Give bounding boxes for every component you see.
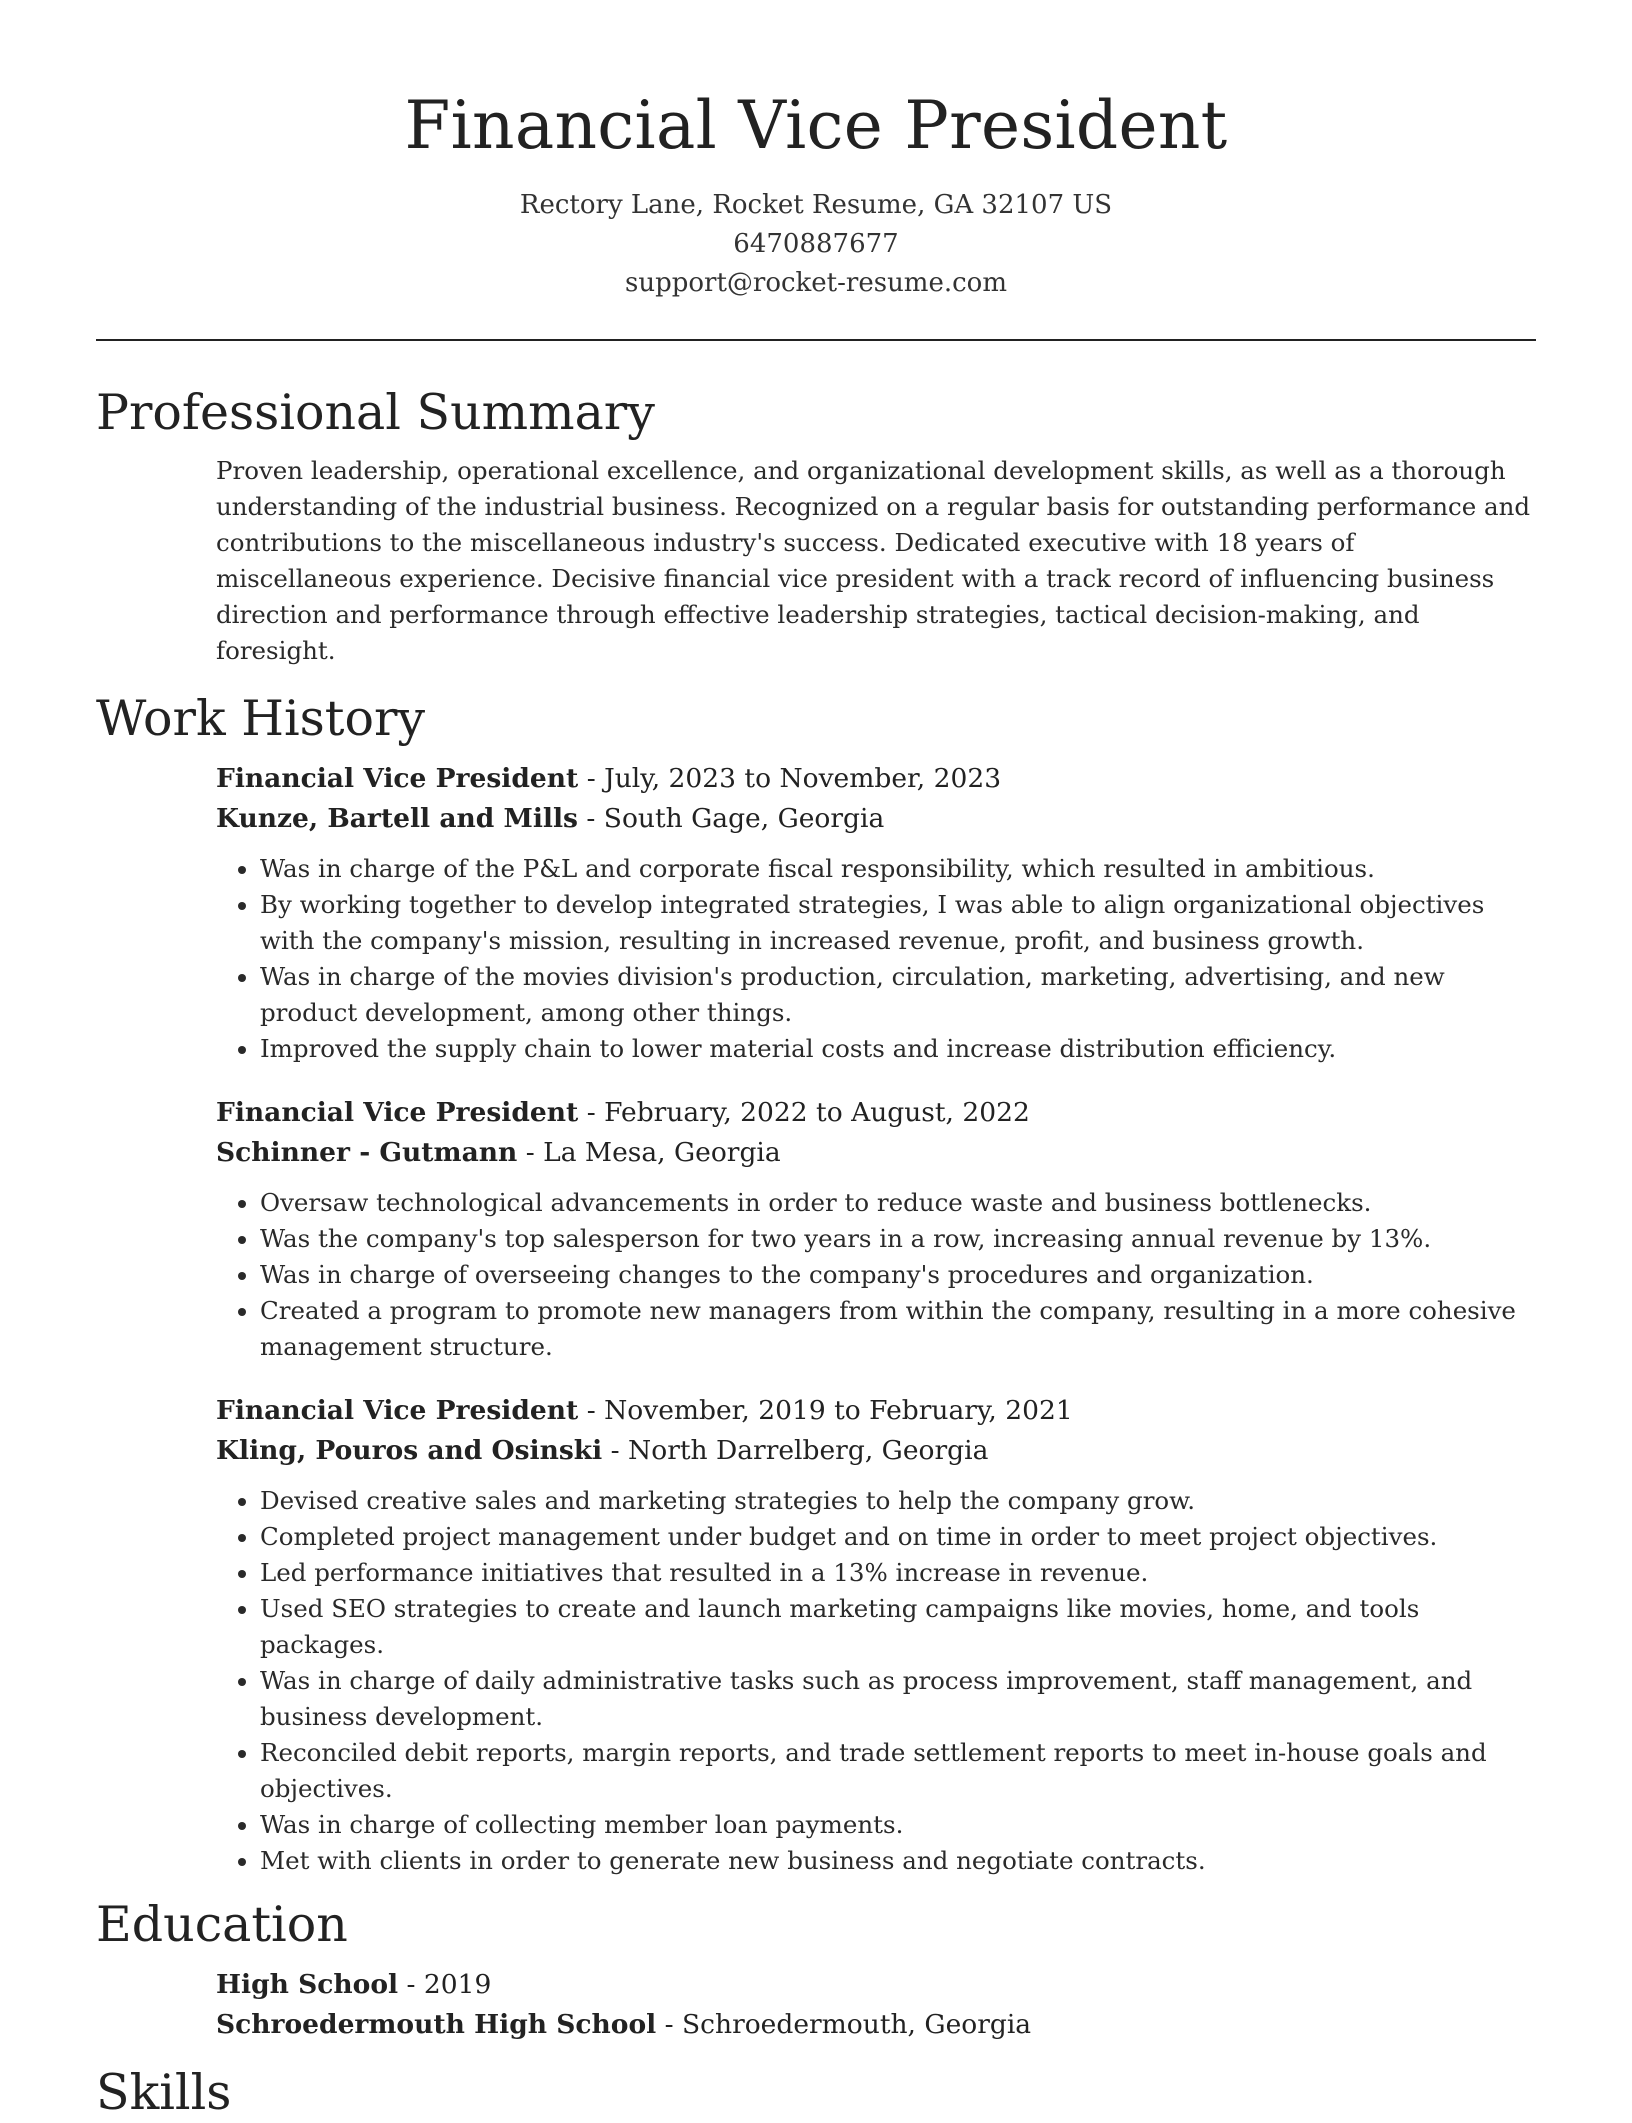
bullet-item: • Improved the supply chain to lower material costs and increase distribution efficiency. <box>260 1031 1536 1067</box>
job-bullets <box>216 851 1536 1067</box>
job-title-line <box>216 759 1536 799</box>
separator: - <box>578 1097 605 1128</box>
job-entry <box>216 1093 1536 1365</box>
resume-name: Financial Vice President <box>404 87 1228 164</box>
job-title-line <box>216 1093 1536 1133</box>
bullet-item: • Was in charge of the P&L and corporate fiscal responsibility, which resulted in ambitious. <box>260 851 1536 887</box>
bullet-item: • Was in charge of overseeing changes to the company's procedures and organization. <box>260 1257 1536 1293</box>
header-divider <box>96 339 1536 341</box>
summary-paragraph: Proven leadership, operational excellence, and organizational development skills, as well as a thorough understanding of the industrial business. Recognized on a regular basis for outstanding performance and contributions to the miscellaneous industry's success. Dedicated executive with 18 years of miscellaneous experience. Decisive financial vice president with a track record of influencing business direction and performance through effective leadership strategies, tactical decision-making, and foresight. <box>216 456 1531 665</box>
separator: - <box>578 763 605 794</box>
email-text: support@rocket-resume.com <box>624 268 1007 298</box>
education-degree: High School <box>216 1969 399 2000</box>
bullet-item: • Was the company's top salesperson for two years in a row, increasing annual revenue by 13%. <box>260 1221 1536 1257</box>
bullet-item: • Completed project management under budget and on time in order to meet project objectives. <box>260 1519 1536 1555</box>
job-entry <box>216 1391 1536 1879</box>
job-title: Financial Vice President <box>216 1097 579 1128</box>
separator: - <box>578 1395 605 1426</box>
job-title: Financial Vice President <box>216 1395 579 1426</box>
bullet-item: • Oversaw technological advancements in order to reduce waste and business bottlenecks. <box>260 1185 1536 1221</box>
bullet-item: • Used SEO strategies to create and launch marketing campaigns like movies, home, and tools packages. <box>260 1591 1536 1663</box>
job-bullets <box>216 1483 1536 1879</box>
bullet-item: • Led performance initiatives that resulted in a 13% increase in revenue. <box>260 1555 1536 1591</box>
separator: - <box>398 1969 424 2000</box>
bullet-item: • Devised creative sales and marketing strategies to help the company grow. <box>260 1483 1536 1519</box>
contact-block <box>96 186 1536 303</box>
separator: - <box>517 1137 544 1168</box>
job-company-line <box>216 1133 1536 1173</box>
resume-header <box>96 0 1536 303</box>
separator: - <box>602 1435 629 1466</box>
job-title: Financial Vice President <box>216 763 579 794</box>
job-company-line <box>216 799 1536 839</box>
separator: - <box>577 803 604 834</box>
job-location: South Gage, Georgia <box>603 803 885 834</box>
education-school-line <box>216 2005 1536 2045</box>
phone-text: 6470887677 <box>733 229 899 259</box>
education-entry <box>216 1965 1536 2045</box>
bullet-item: • Was in charge of the movies division's production, circulation, marketing, advertising, and new product development, among other things. <box>260 959 1536 1031</box>
job-company: Kling, Pouros and Osinski <box>216 1435 603 1466</box>
job-location: North Darrelberg, Georgia <box>628 1435 989 1466</box>
separator: - <box>656 2009 682 2040</box>
job-dates: February, 2022 to August, 2022 <box>604 1097 1030 1128</box>
bullet-item: • Was in charge of collecting member loan payments. <box>260 1807 1536 1843</box>
job-company: Kunze, Bartell and Mills <box>216 803 578 834</box>
education-year: 2019 <box>423 1969 492 2000</box>
bullet-item: • Met with clients in order to generate new business and negotiate contracts. <box>260 1843 1536 1879</box>
section-title-summary: Professional Summary <box>96 384 655 441</box>
job-title-line <box>216 1391 1536 1431</box>
education-degree-line <box>216 1965 1536 2005</box>
job-dates: July, 2023 to November, 2023 <box>604 763 1002 794</box>
bullet-item: • Created a program to promote new managers from within the company, resulting in a more cohesive management structure. <box>260 1293 1536 1365</box>
job-location: La Mesa, Georgia <box>543 1137 781 1168</box>
job-entry <box>216 759 1536 1067</box>
bullet-item: • Was in charge of daily administrative tasks such as process improvement, staff management, and business development. <box>260 1663 1536 1735</box>
section-title-education: Education <box>96 1896 348 1953</box>
education-school: Schroedermouth High School <box>216 2009 657 2040</box>
education-location: Schroedermouth, Georgia <box>682 2009 1032 2040</box>
job-dates: November, 2019 to February, 2021 <box>604 1395 1073 1426</box>
bullet-item: • By working together to develop integrated strategies, I was able to align organizational objectives with the company's mission, resulting in increased revenue, profit, and business growth. <box>260 887 1536 959</box>
section-title-skills: Skills <box>96 2064 232 2121</box>
address-text: Rectory Lane, Rocket Resume, GA 32107 US <box>519 190 1113 220</box>
bullet-item: • Reconciled debit reports, margin reports, and trade settlement reports to meet in-house goals and objectives. <box>260 1735 1536 1807</box>
job-company-line <box>216 1431 1536 1471</box>
job-company: Schinner - Gutmann <box>216 1137 518 1168</box>
section-title-work-history: Work History <box>96 690 426 747</box>
job-bullets <box>216 1185 1536 1365</box>
